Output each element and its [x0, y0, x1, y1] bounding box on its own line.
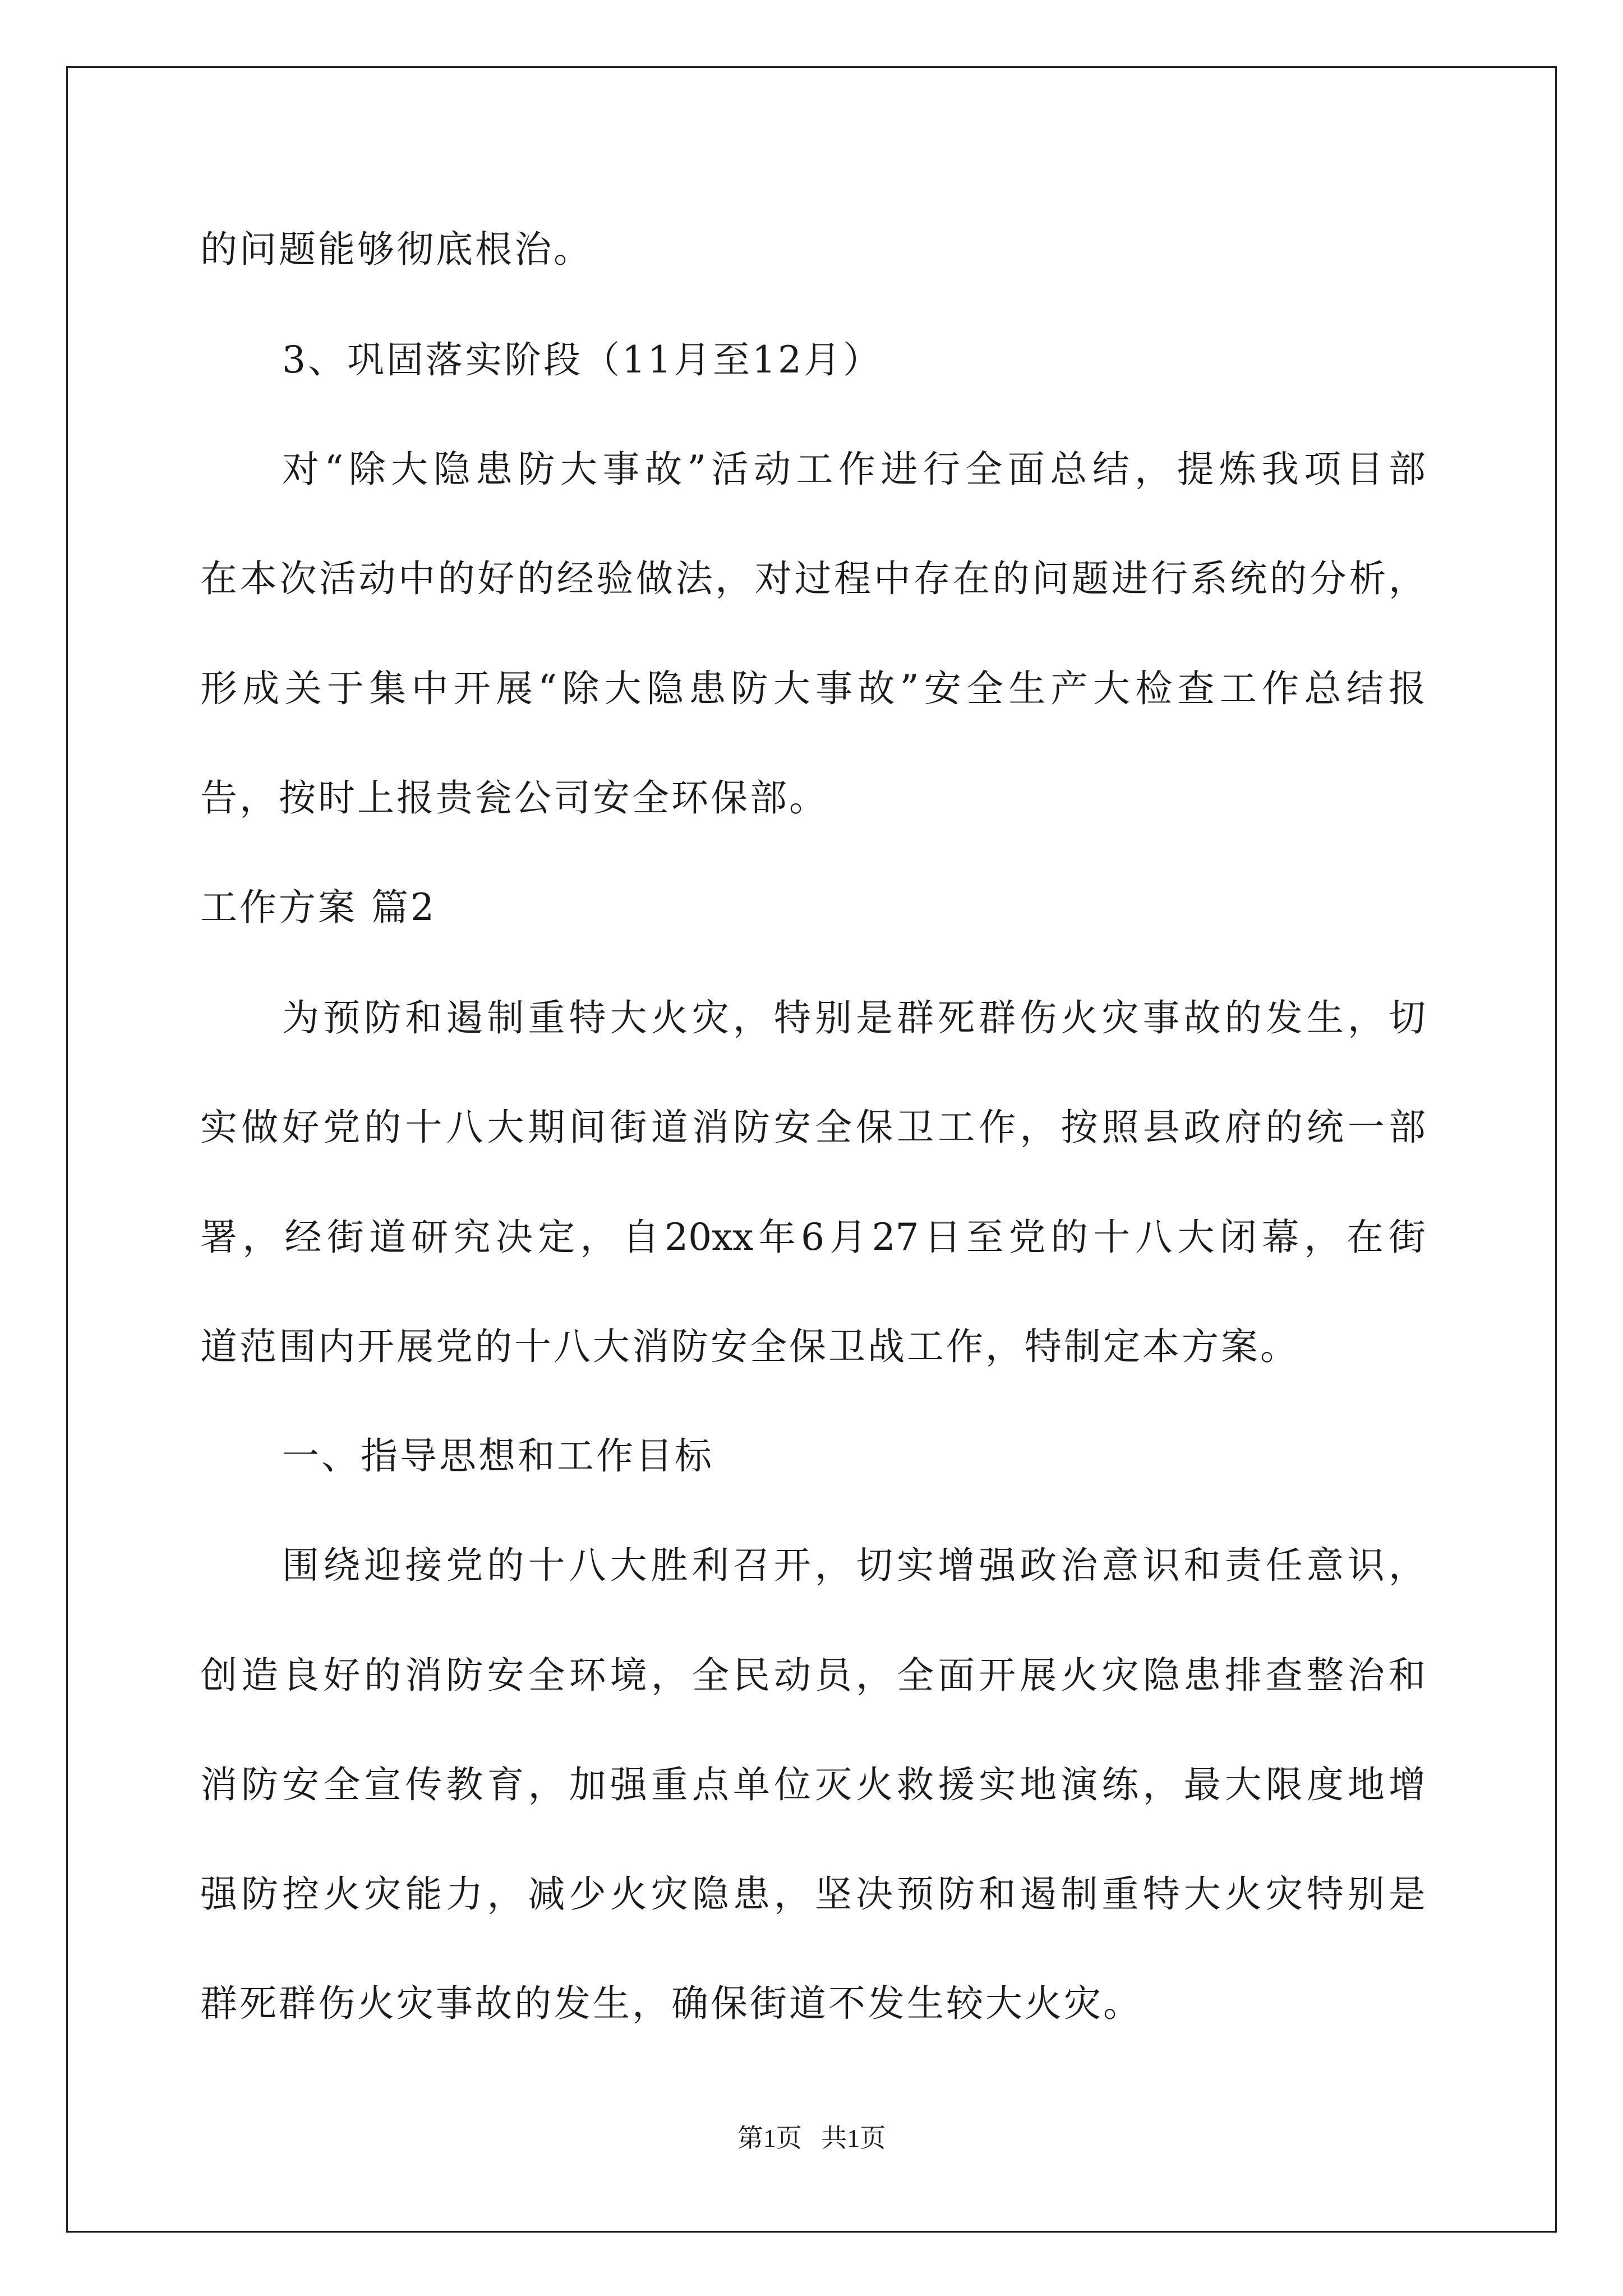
text-line: 形成关于集中开展“除大隐患防大事故”安全生产大检查工作总结报: [200, 667, 1426, 710]
text-line: 对“除大隐患防大事故”活动工作进行全面总结，提炼我项目部: [282, 448, 1426, 491]
text-line: 署，经街道研究决定，自20xx年6月27日至党的十八大闭幕，在街: [200, 1216, 1426, 1259]
text-line: 消防安全宣传教育，加强重点单位灭火救援实地演练，最大限度地增: [200, 1763, 1426, 1806]
text-line: 的问题能够彻底根治。: [200, 228, 593, 271]
text-line: 群死群伤火灾事故的发生，确保街道不发生较大火灾。: [200, 1982, 1142, 2025]
text-line: 道范围内开展党的十八大消防安全保卫战工作，特制定本方案。: [200, 1325, 1299, 1368]
text-line: 围绕迎接党的十八大胜利召开，切实增强政治意识和责任意识，: [282, 1544, 1426, 1587]
text-line: 实做好党的十八大期间街道消防安全保卫工作，按照县政府的统一部: [200, 1106, 1426, 1149]
section-heading: 一、指导思想和工作目标: [282, 1434, 714, 1478]
text-line: 在本次活动中的好的经验做法，对过程中存在的问题进行系统的分析，: [200, 557, 1426, 600]
article-title: 工作方案 篇2: [200, 886, 436, 929]
text-line: 为预防和遏制重特大火灾，特别是群死群伤火灾事故的发生，切: [282, 996, 1426, 1039]
text-line: 强防控火灾能力，减少火灾隐患，坚决预防和遏制重特大火灾特别是: [200, 1872, 1426, 1916]
text-line: 创造良好的消防安全环境，全民动员，全面开展火灾隐患排查整治和: [200, 1654, 1426, 1697]
page-number-footer: 第1页 共1页: [737, 2124, 886, 2152]
section-heading: 3、巩固落实阶段（11月至12月）: [282, 338, 882, 381]
text-line: 告，按时上报贵瓮公司安全环保部。: [200, 776, 828, 820]
